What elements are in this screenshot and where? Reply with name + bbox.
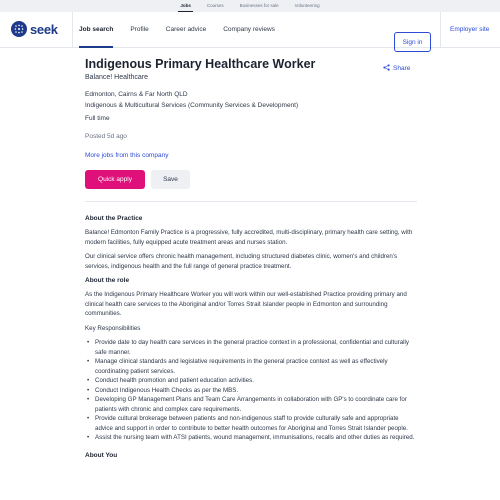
- work-type: Full time: [85, 115, 110, 122]
- save-button[interactable]: Save: [151, 170, 190, 189]
- nav-divider-right: [440, 12, 441, 48]
- paragraph: As the Indigenous Primary Healthcare Worker you will work within our well-established Practice providing primary and clinical health care services to the Aboriginal and/or Torres Strait Islander people in Edmonton and surrounding communities.: [85, 291, 407, 317]
- responsibilities-list: [85, 338, 415, 443]
- list-item: • Provide date to day health care services in the general practice context in a professional, confidential and culturally safe manner.: [85, 338, 415, 357]
- list-item: • Conduct health promotion and patient education activities.: [85, 376, 415, 386]
- top-strip: [0, 0, 500, 12]
- divider: [85, 201, 417, 202]
- list-item: • Manage clinical standards and legislative requirements in the general practice context as well as effectively coordinating patient services.: [85, 357, 415, 376]
- list-item: • Developing GP Management Plans and Team Care Arrangements in collaboration with GP's to coordinate care for patients with chronic and complex care requirements.: [85, 395, 415, 414]
- section-heading: About the role: [85, 277, 130, 284]
- job-description: [85, 214, 415, 465]
- share-button[interactable]: [383, 64, 410, 73]
- nav-profile[interactable]: Profile: [130, 26, 149, 33]
- section-heading: About You: [85, 451, 118, 459]
- nav-career-advice[interactable]: Career advice: [165, 26, 207, 33]
- paragraph: Balance! Edmonton Family Practice is a progressive, fully accredited, multi-disciplinary, primary health care setting, with modern facilities, fully equipped acute treatment areas and nurses station.: [85, 229, 413, 246]
- topstrip-courses[interactable]: Courses: [206, 3, 224, 8]
- topstrip-jobs[interactable]: Jobs: [178, 1, 193, 12]
- main-nav: [0, 12, 500, 48]
- quick-apply-button[interactable]: Quick apply: [85, 170, 145, 189]
- subheading: Key Responsibilities: [85, 324, 141, 332]
- job-category: Indigenous & Multicultural Services (Community Services & Development): [85, 102, 299, 109]
- section-heading: About the Practice: [85, 215, 143, 222]
- share-icon: [383, 64, 390, 73]
- posted-date: Posted 5d ago: [85, 133, 127, 140]
- seek-logo[interactable]: [11, 21, 58, 37]
- employer-site-link[interactable]: Employer site: [450, 26, 490, 33]
- job-location: Edmonton, Cairns & Far North QLD: [85, 91, 188, 98]
- nav-links: [79, 12, 292, 48]
- topstrip-businesses[interactable]: Businesses for sale: [239, 3, 279, 8]
- seek-logo-text: seek: [30, 21, 58, 37]
- nav-job-search[interactable]: Job search: [79, 12, 113, 48]
- share-label: Share: [393, 65, 411, 72]
- nav-company-reviews[interactable]: Company reviews: [223, 26, 275, 33]
- list-item: • Provide cultural brokerage between patients and non-indigenous staff to provide culturally safe and appropriate advice and support in order to contribute to better health outcomes for Aboriginal and Torres Strait Islander people.: [85, 414, 415, 433]
- topstrip-volunteering[interactable]: Volunteering: [294, 3, 320, 8]
- job-header: [85, 56, 415, 72]
- company-name[interactable]: Balance! Healthcare: [85, 74, 149, 81]
- job-title: Indigenous Primary Healthcare Worker: [85, 57, 316, 71]
- more-jobs-link[interactable]: More jobs from this company: [85, 152, 169, 159]
- paragraph: Our clinical service offers chronic health management, including structured diabetes clinic, women's and children's services, indigenous health and the full range of general practice treatment.: [85, 253, 398, 270]
- list-item: • Conduct Indigenous Health Checks as per the MBS.: [85, 386, 415, 396]
- seek-logo-icon: [11, 21, 27, 37]
- nav-divider: [72, 12, 73, 48]
- list-item: • Assist the nursing team with ATSI patients, wound management, immunisations, recalls and other duties as required.: [85, 433, 415, 443]
- sign-in-button[interactable]: Sign in: [394, 32, 431, 52]
